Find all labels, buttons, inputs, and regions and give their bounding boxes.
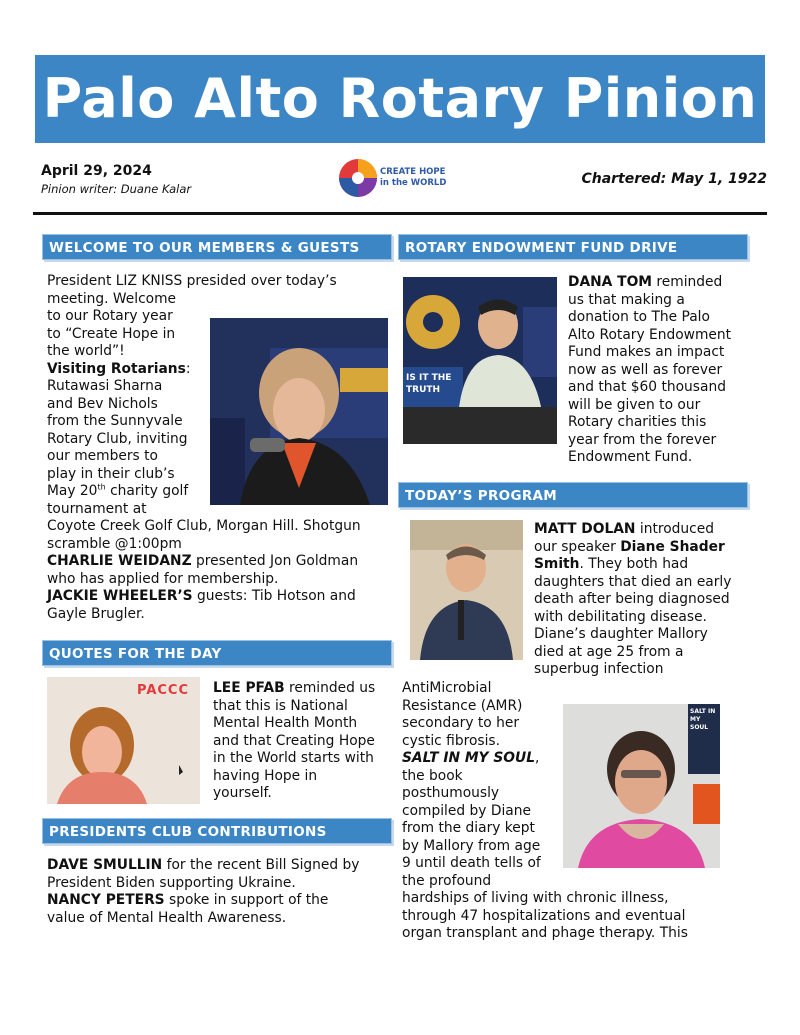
speaker-name-2: Smith	[534, 556, 580, 572]
welcome-line: our members to	[47, 448, 158, 464]
welcome-line: Rutawasi Sharna	[47, 378, 163, 394]
nancy-text: spoke in support of the	[164, 892, 329, 908]
visiting-label: Visiting Rotarians	[47, 360, 186, 377]
jackie-line	[47, 588, 392, 606]
speaker-pre: our speaker	[534, 538, 621, 555]
dave-text: for the recent Bill Signed by	[162, 857, 360, 873]
quotes-line: that this is National	[213, 697, 348, 714]
newsletter-title: Palo Alto Rotary Pinion	[35, 55, 765, 143]
photo-diane-shader-smith	[563, 704, 720, 868]
section-heading-quotes: QUOTES FOR THE DAY	[42, 640, 392, 666]
dana-line	[568, 274, 748, 292]
rotary-swirl-icon	[338, 156, 378, 200]
chartered-date: Chartered: May 1, 1922	[581, 171, 767, 187]
dave-line	[47, 857, 392, 875]
book-cover: SALT IN MY SOUL	[690, 708, 716, 731]
book-title: SALT IN MY SOUL	[402, 750, 536, 766]
dave-name: DAVE SMULLIN	[47, 857, 163, 873]
program-line: Resistance (AMR)	[402, 697, 523, 714]
endowment-line: us that making a	[568, 291, 685, 308]
endowment-line: Endowment Fund.	[568, 449, 693, 465]
program-line: from the diary kept	[402, 820, 535, 836]
program-line: daughters that died an early	[534, 573, 732, 590]
endowment-line: Rotary charities this	[568, 414, 707, 430]
jackie-name: JACKIE WHEELER’S	[47, 588, 193, 604]
speaker-line	[534, 539, 748, 557]
program-line: secondary to her	[402, 715, 520, 731]
program-line: the profound	[402, 872, 492, 889]
program-line: posthumously	[402, 785, 500, 801]
may-post: charity golf	[105, 483, 189, 499]
dana-text: reminded	[652, 274, 723, 290]
program-line: with debilitating disease.	[534, 608, 707, 625]
photo-dana-tom	[403, 277, 557, 444]
charlie-line	[47, 553, 392, 571]
welcome-line: tournament at	[47, 500, 147, 517]
welcome-line: Coyote Creek Golf Club, Morgan Hill. Shotgun	[47, 518, 361, 534]
program-line: death after being diagnosed	[534, 591, 730, 607]
program-line: by Mallory from age	[402, 837, 541, 854]
welcome-line: to “Create Hope in	[47, 325, 176, 342]
quotes-line: yourself.	[213, 785, 272, 801]
presidents-line: President Biden supporting Ukraine.	[47, 874, 296, 891]
charlie-name: CHARLIE WEIDANZ	[47, 553, 192, 569]
presidents-text	[47, 857, 392, 927]
section-heading-program: TODAY’S PROGRAM	[398, 482, 748, 508]
presidents-line: value of Mental Health Awareness.	[47, 909, 287, 926]
charlie-text: presented Jon Goldman	[191, 553, 359, 569]
program-line: Diane’s daughter Mallory	[534, 626, 708, 642]
speaker-name: Diane Shader	[620, 538, 725, 555]
pinion-writer: Pinion writer: Duane Kalar	[41, 182, 192, 196]
section-heading-endowment: ROTARY ENDOWMENT FUND DRIVE	[398, 234, 748, 260]
lee-name: LEE PFAB	[213, 680, 285, 696]
program-line: AntiMicrobial	[402, 680, 492, 696]
section-heading-welcome: WELCOME TO OUR MEMBERS & GUESTS	[42, 234, 392, 260]
jackie-text: guests: Tib Hotson and	[192, 588, 356, 604]
welcome-line: meeting. Welcome	[47, 290, 177, 307]
welcome-line: play in their club’s	[47, 465, 175, 482]
welcome-line: and Bev Nichols	[47, 395, 158, 412]
may-sup: th	[97, 482, 106, 492]
quotes-line: in the World starts with	[213, 750, 374, 766]
visiting-colon: :	[185, 360, 191, 377]
welcome-line: from the Sunnyvale	[47, 413, 183, 429]
program-line: 9 until death tells of	[402, 855, 541, 871]
speaker-post: . They both had	[579, 556, 689, 572]
nancy-line	[47, 892, 392, 910]
header-divider	[33, 212, 767, 215]
endowment-line: Alto Rotary Endowment	[568, 326, 732, 343]
quotes-line: having Hope in	[213, 767, 318, 784]
create-hope-logo	[338, 156, 468, 200]
program-line: organ transplant and phage therapy. This	[402, 925, 688, 941]
matt-text: introduced	[635, 521, 715, 537]
program-line: superbug infection	[534, 661, 664, 677]
program-line: the book	[402, 767, 463, 784]
logo-line-2: in the WORLD	[380, 178, 447, 188]
section-heading-presidents: PRESIDENTS CLUB CONTRIBUTIONS	[42, 818, 392, 844]
photo-liz-kniss	[210, 318, 388, 505]
dana-name: DANA TOM	[568, 274, 653, 290]
may-pre: May 20	[47, 483, 98, 499]
quotes-line: and that Creating Hope	[213, 732, 375, 749]
issue-date: April 29, 2024	[41, 163, 152, 179]
book-comma: ,	[535, 750, 540, 766]
program-line: through 47 hospitalizations and eventual	[402, 907, 686, 924]
quotes-text	[213, 680, 388, 803]
welcome-line: the world”!	[47, 343, 125, 359]
welcome-line: scramble @1:00pm	[47, 535, 182, 552]
paccc-logo: PACCC	[137, 683, 190, 698]
welcome-line: to our Rotary year	[47, 308, 173, 324]
welcome-line: President LIZ KNISS presided over today’s	[47, 273, 337, 289]
welcome-line: Gayle Brugler.	[47, 605, 145, 622]
endowment-line: will be given to our	[568, 396, 701, 413]
photo-matt-dolan	[410, 520, 523, 660]
program-line: hardships of living with chronic illness,	[402, 890, 669, 906]
program-line: died at age 25 from a	[534, 643, 684, 660]
endowment-line: Fund makes an impact	[568, 344, 725, 360]
quotes-line: Mental Health Month	[213, 715, 358, 731]
logo-line-1: CREATE HOPE	[380, 167, 446, 177]
speaker-line-2	[534, 556, 748, 574]
lee-line	[213, 680, 388, 698]
program-line: compiled by Diane	[402, 802, 531, 819]
lee-text: reminded us	[284, 680, 376, 696]
endowment-line: and that $60 thousand	[568, 379, 726, 395]
four-way-test-banner: IS IT THE TRUTH	[406, 373, 452, 395]
program-text-top	[534, 521, 748, 679]
matt-line	[534, 521, 748, 539]
matt-name: MATT DOLAN	[534, 521, 636, 537]
endowment-line: donation to The Palo	[568, 309, 710, 325]
welcome-line: who has applied for membership.	[47, 570, 279, 587]
endowment-text	[568, 274, 748, 467]
nancy-name: NANCY PETERS	[47, 892, 165, 908]
endowment-line: year from the forever	[568, 431, 717, 448]
program-line: cystic fibrosis.	[402, 732, 501, 749]
endowment-line: now as well as forever	[568, 361, 723, 378]
welcome-line: Rotary Club, inviting	[47, 430, 188, 447]
photo-lee-pfab	[47, 677, 200, 804]
